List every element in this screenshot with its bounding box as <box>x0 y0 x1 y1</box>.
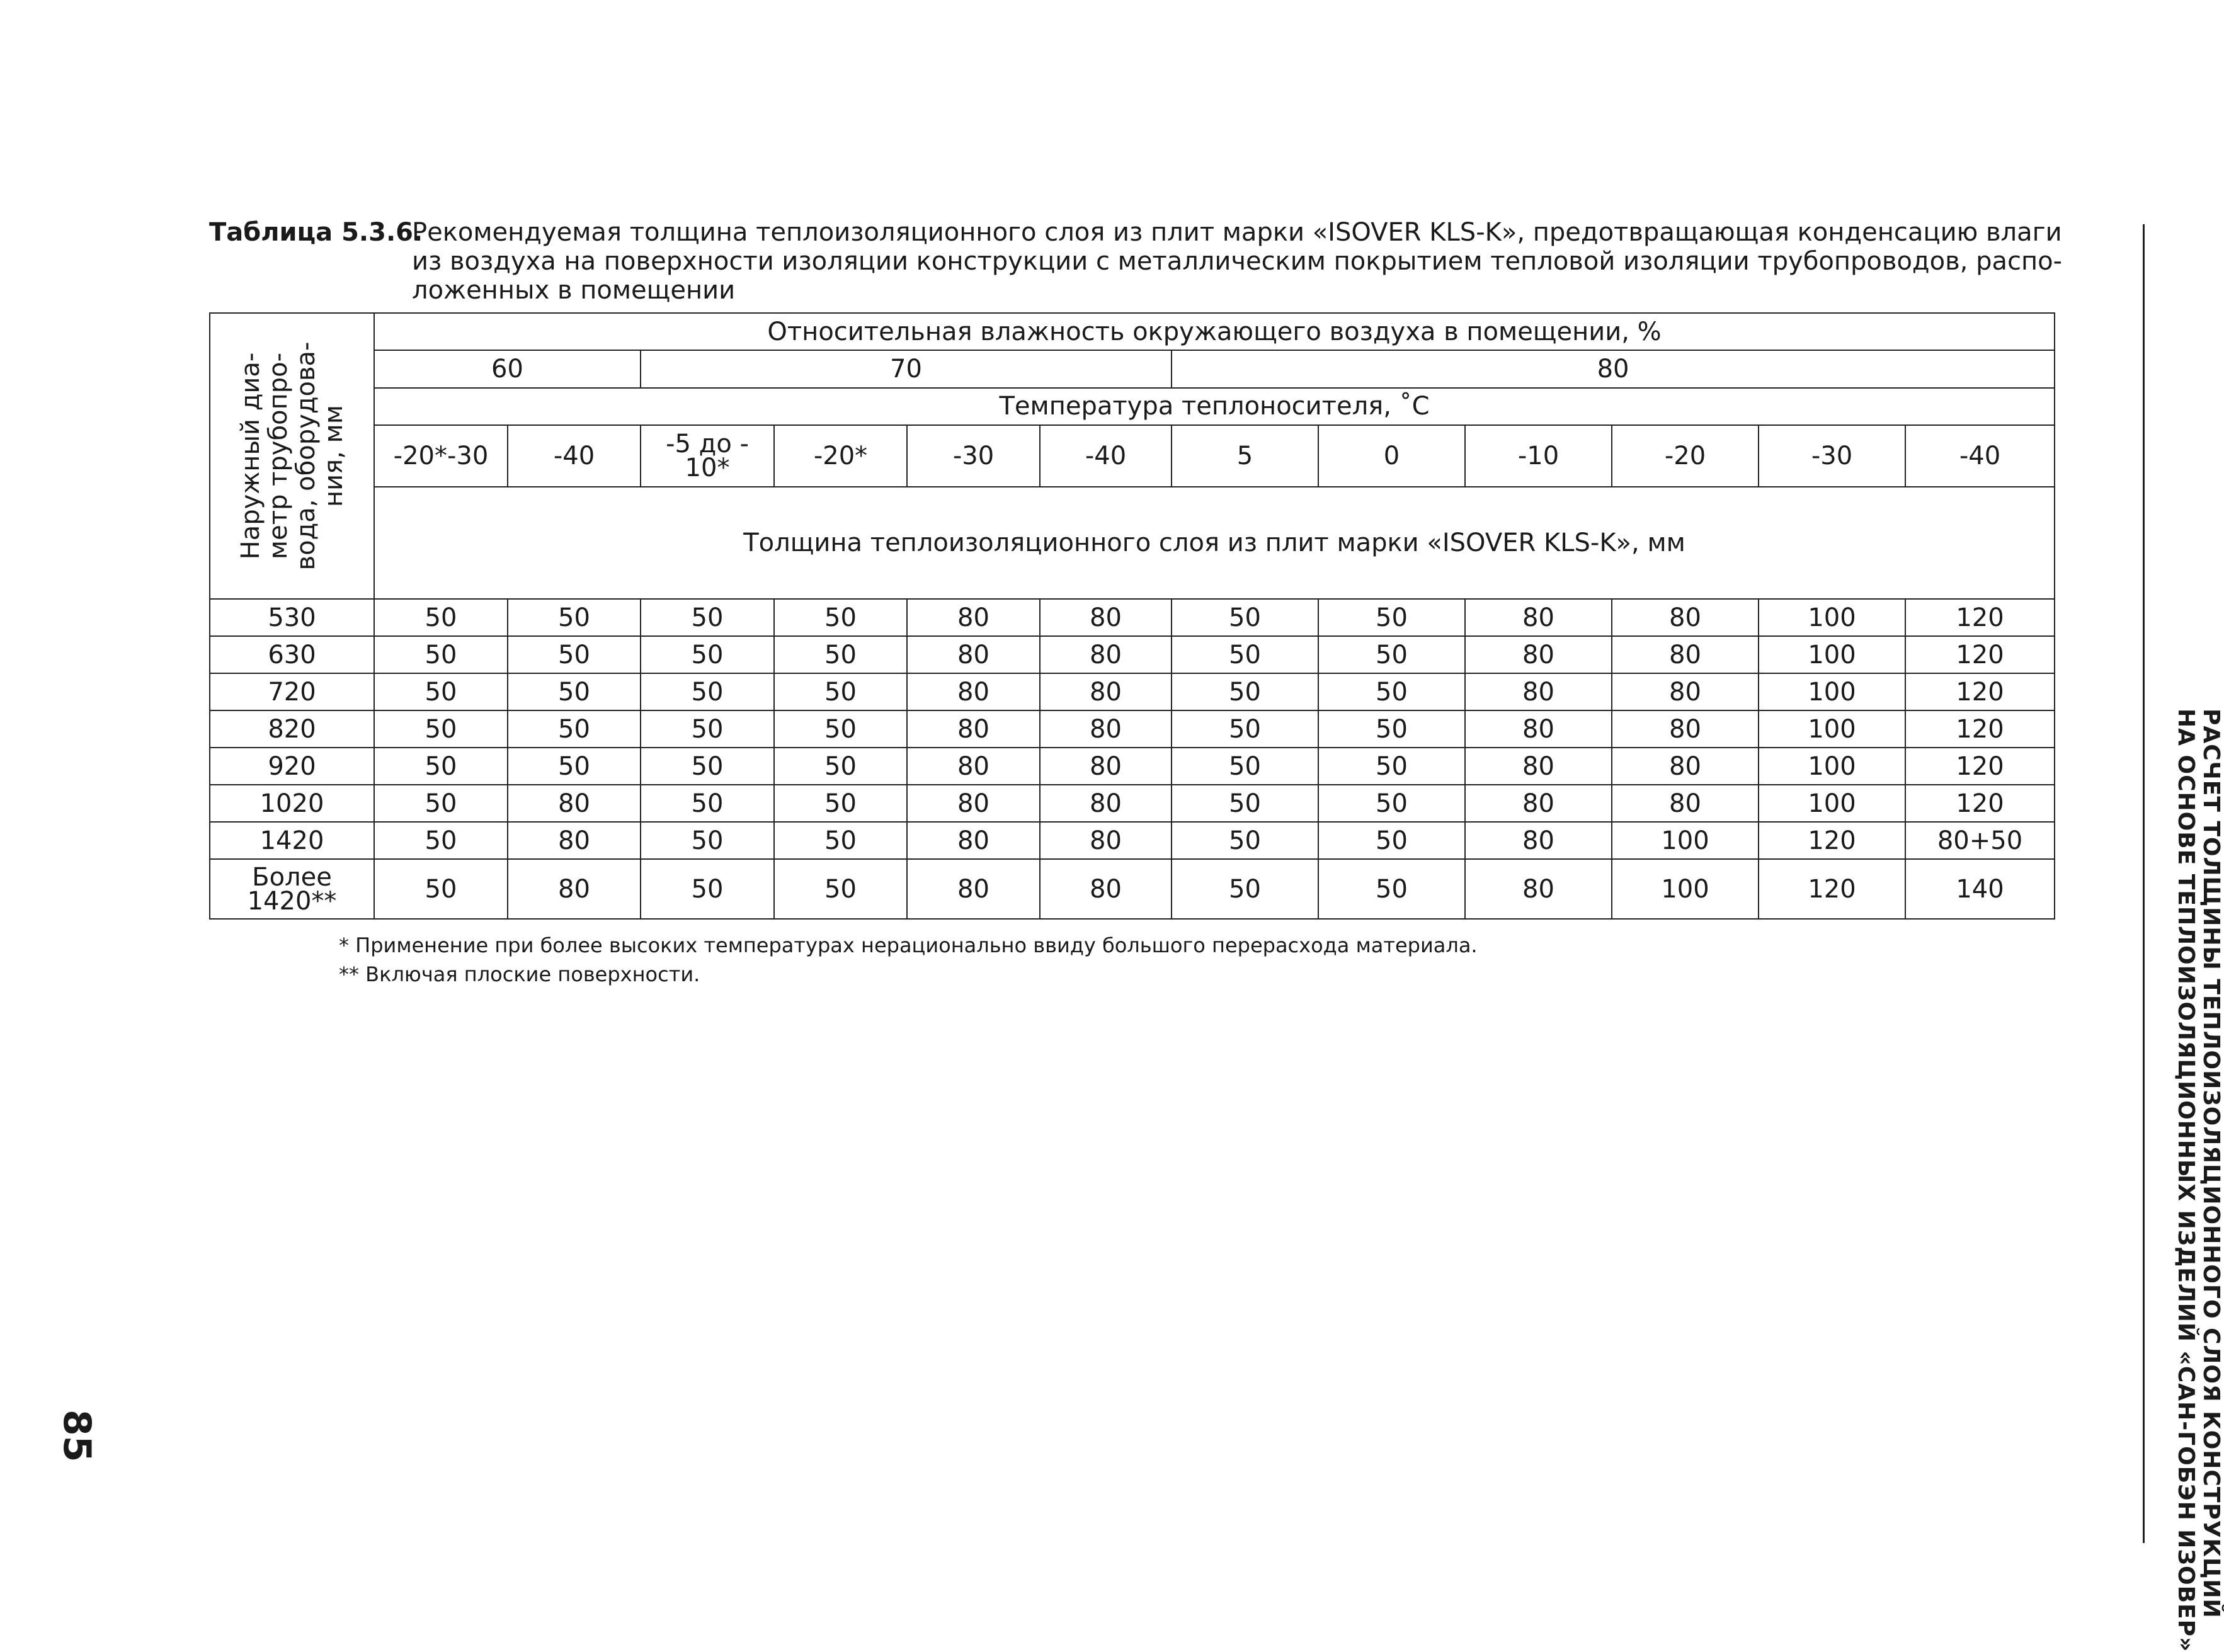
value-cell: 120 <box>1905 673 2055 710</box>
value-cell: 80 <box>1465 599 1612 636</box>
value-cell: 50 <box>1318 673 1465 710</box>
diameter-cell: 720 <box>210 673 374 710</box>
value-cell: 80 <box>907 785 1040 822</box>
value-cell: 50 <box>1172 859 1318 919</box>
value-cell: 80 <box>508 822 641 859</box>
value-cell: 80 <box>907 859 1040 919</box>
caption-text <box>412 218 2213 305</box>
thickness-table <box>209 312 2055 920</box>
value-cell: 50 <box>641 599 774 636</box>
side-divider <box>2143 224 2145 1543</box>
value-cell: 50 <box>641 859 774 919</box>
temperature-cell: 5 <box>1172 425 1318 487</box>
value-cell: 80 <box>907 599 1040 636</box>
value-cell: 50 <box>1318 785 1465 822</box>
value-cell: 80 <box>907 710 1040 748</box>
value-cell: 80 <box>1465 859 1612 919</box>
value-cell: 100 <box>1759 636 1905 673</box>
caption-line: из воздуха на поверхности изоляции конструкции с металлическим покрытием тепловой изоляции трубопроводов, распо- <box>412 247 2063 276</box>
value-cell: 120 <box>1905 710 2055 748</box>
value-cell: 80 <box>1612 748 1759 785</box>
value-cell: 50 <box>774 636 907 673</box>
value-cell: 50 <box>1172 673 1318 710</box>
value-cell: 50 <box>774 599 907 636</box>
value-cell: 80 <box>1040 859 1172 919</box>
diameter-cell: Более 1420** <box>210 859 374 919</box>
value-cell: 50 <box>641 636 774 673</box>
table-row <box>210 859 2055 919</box>
value-cell: 80 <box>1465 710 1612 748</box>
diameter-cell: 1020 <box>210 785 374 822</box>
footnotes <box>339 931 1478 989</box>
humidity-group: 70 <box>641 350 1172 387</box>
caption-label: Таблица 5.3.6. <box>209 218 423 247</box>
side-title-line: РАСЧЕТ ТОЛЩИНЫ ТЕПЛОИЗОЛЯЦИОННОГО СЛОЯ КОНСТРУКЦИЙ <box>2198 709 2224 1619</box>
value-cell: 50 <box>374 599 508 636</box>
value-cell: 50 <box>1172 822 1318 859</box>
value-cell: 120 <box>1759 822 1905 859</box>
table-row <box>210 673 2055 710</box>
value-cell: 50 <box>1172 710 1318 748</box>
diameter-cell: 820 <box>210 710 374 748</box>
value-cell: 50 <box>374 859 508 919</box>
humidity-group: 80 <box>1172 350 2055 387</box>
value-cell: 50 <box>1172 748 1318 785</box>
table-row <box>210 748 2055 785</box>
value-cell: 100 <box>1759 673 1905 710</box>
value-cell: 80 <box>907 673 1040 710</box>
value-cell: 50 <box>374 710 508 748</box>
value-cell: 50 <box>374 785 508 822</box>
temperature-header: Температура теплоносителя, ˚С <box>374 388 2055 425</box>
value-cell: 120 <box>1905 599 2055 636</box>
value-cell: 50 <box>508 636 641 673</box>
value-cell: 50 <box>1318 710 1465 748</box>
table-row <box>210 785 2055 822</box>
value-cell: 50 <box>508 673 641 710</box>
value-cell: 100 <box>1759 710 1905 748</box>
temperature-cell: -5 до - 10* <box>641 425 774 487</box>
value-cell: 80 <box>1040 599 1172 636</box>
value-cell: 80 <box>1040 710 1172 748</box>
value-cell: 50 <box>1172 599 1318 636</box>
value-cell: 50 <box>374 673 508 710</box>
diameter-cell: 920 <box>210 748 374 785</box>
value-cell: 50 <box>774 859 907 919</box>
value-cell: 50 <box>508 748 641 785</box>
diameter-cell: 530 <box>210 599 374 636</box>
value-cell: 120 <box>1905 748 2055 785</box>
temperature-cell: -20 <box>1612 425 1759 487</box>
value-cell: 50 <box>641 673 774 710</box>
value-cell: 120 <box>1905 785 2055 822</box>
value-cell: 80 <box>907 748 1040 785</box>
value-cell: 50 <box>374 822 508 859</box>
temperature-cell: 0 <box>1318 425 1465 487</box>
value-cell: 80 <box>1612 785 1759 822</box>
footnote: * Применение при более высоких температурах нерационально ввиду большого перерасхода материала. <box>339 933 1478 957</box>
diameter-cell: 1420 <box>210 822 374 859</box>
value-cell: 100 <box>1612 859 1759 919</box>
value-cell: 80 <box>1040 673 1172 710</box>
temperature-cell: -20* <box>774 425 907 487</box>
temperature-cell: -40 <box>1905 425 2055 487</box>
value-cell: 80 <box>1040 748 1172 785</box>
value-cell: 100 <box>1759 599 1905 636</box>
temperature-cell: -40 <box>508 425 641 487</box>
value-cell: 80 <box>508 859 641 919</box>
value-cell: 80+50 <box>1905 822 2055 859</box>
value-cell: 80 <box>1612 673 1759 710</box>
caption-line: ложенных в помещении <box>412 276 736 305</box>
value-cell: 120 <box>1759 859 1905 919</box>
humidity-header: Относительная влажность окружающего воздуха в помещении, % <box>374 313 2055 350</box>
value-cell: 50 <box>1172 636 1318 673</box>
humidity-group: 60 <box>374 350 641 387</box>
value-cell: 80 <box>508 785 641 822</box>
value-cell: 50 <box>641 748 774 785</box>
value-cell: 80 <box>1465 748 1612 785</box>
value-cell: 50 <box>1318 822 1465 859</box>
table-row <box>210 636 2055 673</box>
page-number: 85 <box>55 1410 99 1462</box>
side-title <box>2173 709 2224 1652</box>
value-cell: 80 <box>1040 822 1172 859</box>
value-cell: 80 <box>1612 599 1759 636</box>
temperature-cell: -30 <box>1759 425 1905 487</box>
table-row <box>210 599 2055 636</box>
value-cell: 50 <box>774 748 907 785</box>
value-cell: 50 <box>774 785 907 822</box>
value-cell: 50 <box>641 710 774 748</box>
diameter-cell: 630 <box>210 636 374 673</box>
footnote: ** Включая плоские поверхности. <box>339 962 700 986</box>
value-cell: 50 <box>1172 785 1318 822</box>
thickness-header: Толщина теплоизоляционного слоя из плит марки «ISOVER KLS-K», мм <box>374 487 2055 599</box>
value-cell: 80 <box>907 636 1040 673</box>
row-header-cell <box>210 313 374 599</box>
value-cell: 50 <box>374 748 508 785</box>
value-cell: 50 <box>774 822 907 859</box>
value-cell: 140 <box>1905 859 2055 919</box>
table-row <box>210 710 2055 748</box>
value-cell: 50 <box>774 710 907 748</box>
value-cell: 80 <box>1465 673 1612 710</box>
value-cell: 50 <box>1318 748 1465 785</box>
value-cell: 50 <box>508 710 641 748</box>
value-cell: 80 <box>907 822 1040 859</box>
value-cell: 80 <box>1040 636 1172 673</box>
temperature-cell: -10 <box>1465 425 1612 487</box>
value-cell: 50 <box>508 599 641 636</box>
value-cell: 100 <box>1759 748 1905 785</box>
value-cell: 120 <box>1905 636 2055 673</box>
row-header-text: Наружный диа- метр трубопро- вода, оборудова- ния, мм <box>236 341 348 571</box>
value-cell: 80 <box>1612 710 1759 748</box>
value-cell: 50 <box>774 673 907 710</box>
value-cell: 100 <box>1759 785 1905 822</box>
value-cell: 80 <box>1465 822 1612 859</box>
side-title-line: НА ОСНОВЕ ТЕПЛОИЗОЛЯЦИОННЫХ ИЗДЕЛИЙ «САН-ГОБЭН ИЗОВЕР» <box>2173 709 2199 1652</box>
value-cell: 80 <box>1465 785 1612 822</box>
temperature-cell: -20*-30 <box>374 425 508 487</box>
value-cell: 80 <box>1040 785 1172 822</box>
value-cell: 80 <box>1465 636 1612 673</box>
value-cell: 50 <box>641 822 774 859</box>
value-cell: 50 <box>1318 599 1465 636</box>
value-cell: 50 <box>374 636 508 673</box>
value-cell: 100 <box>1612 822 1759 859</box>
value-cell: 50 <box>1318 636 1465 673</box>
temperature-cell: -30 <box>907 425 1040 487</box>
value-cell: 50 <box>1318 859 1465 919</box>
value-cell: 50 <box>641 785 774 822</box>
value-cell: 80 <box>1612 636 1759 673</box>
caption-line: Рекомендуемая толщина теплоизоляционного слоя из плит марки «ISOVER KLS-K», предотвращающая конденсацию влаги <box>412 218 2062 247</box>
temperature-cell: -40 <box>1040 425 1172 487</box>
table-row <box>210 822 2055 859</box>
